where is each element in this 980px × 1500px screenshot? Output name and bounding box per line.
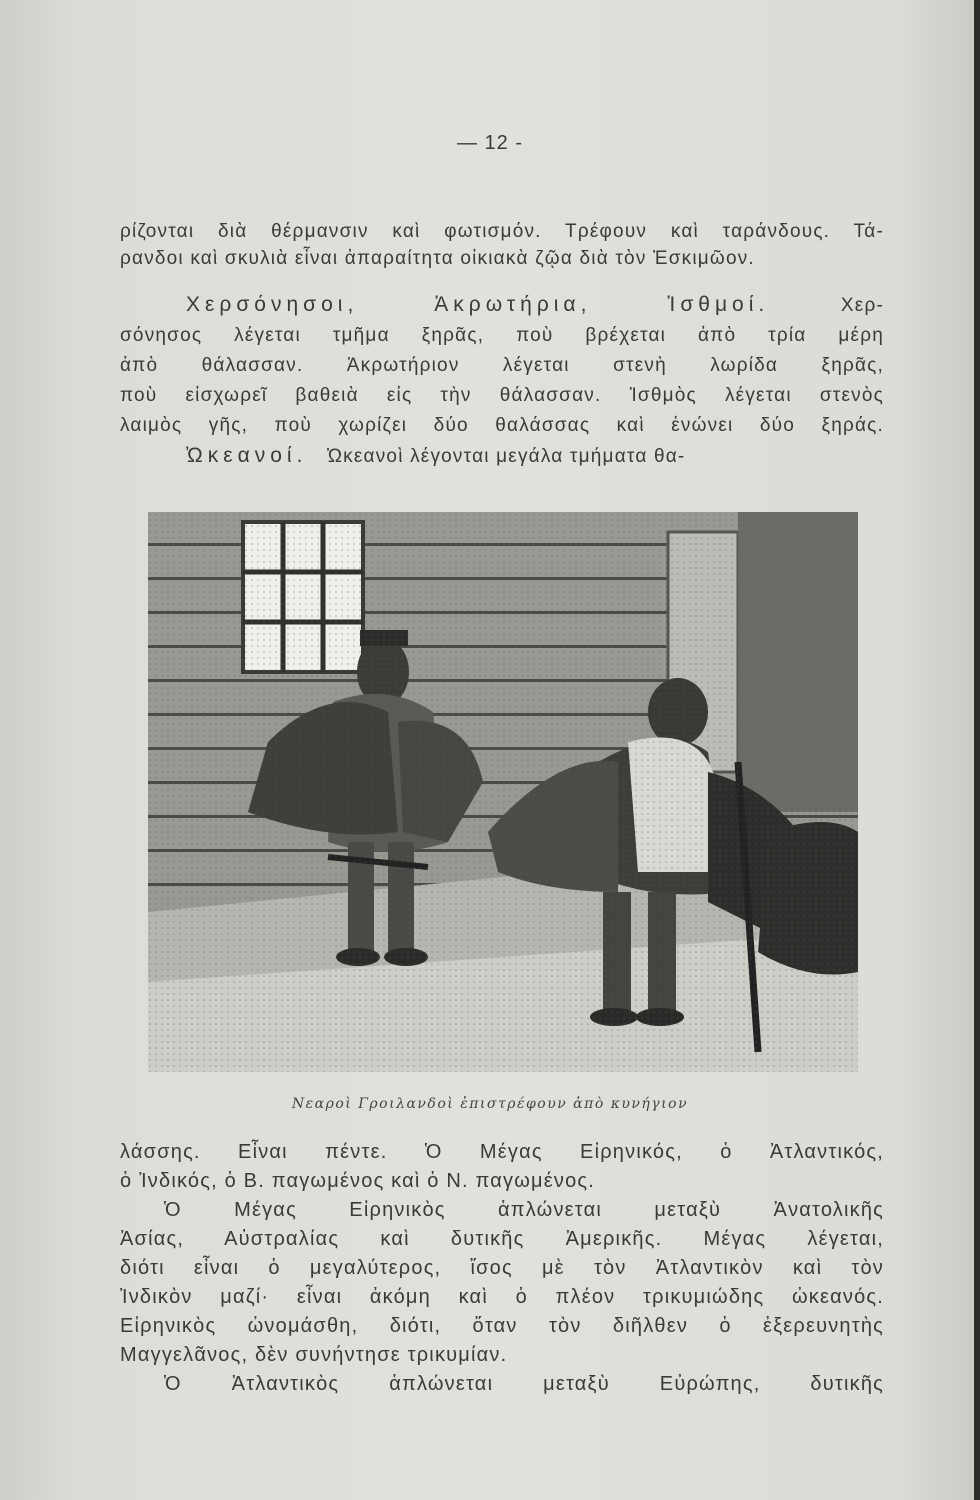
- section-heading-oceans: Ὠκεανοί.: [186, 444, 308, 467]
- photograph-greenland-hunters: [148, 512, 858, 1072]
- text-line: λάσσης. Εἶναι πέντε. Ὁ Μέγας Εἰρηνικός, ὁ Ἀτλαντικός,: [120, 1141, 884, 1163]
- section-heading-line: [120, 441, 884, 472]
- text-line: σόνησος λέγεται τμῆμα ξηρᾶς, ποὺ βρέχεται ἀπὸ τρία μέρη: [120, 325, 884, 346]
- text-line: ρανδοι καὶ σκυλιὰ εἶναι ἀπαραίτητα οἰκιακὰ ζῷα διὰ τὸν Ἐσκιμῶον.: [120, 248, 755, 269]
- text-line: λαιμὸς γῆς, ποὺ χωρίζει δύο θαλάσσας καὶ ἑνώνει δύο ξηράς.: [120, 415, 884, 436]
- section-heading-peninsulas: Χερσόνησοι, Ἀκρωτήρια, Ἰσθμοί.: [186, 293, 770, 316]
- text-line: Μαγγελᾶνος, δὲν συνήντησε τρικυμίαν.: [120, 1344, 508, 1366]
- text-line: ὁ Ἰνδικός, ὁ Β. παγωμένος καὶ ὁ Ν. παγωμένος.: [120, 1170, 595, 1192]
- text-line: ποὺ εἰσχωρεῖ βαθειὰ εἰς τὴν θάλασσαν. Ἰσθμὸς λέγεται στενὸς: [120, 385, 884, 406]
- photo-caption: Νεαροὶ Γροιλανδοὶ ἐπιστρέφουν ἀπὸ κυνήγιον: [291, 1096, 689, 1112]
- text-line: Ὁ Ἀτλαντικὸς ἁπλώνεται μεταξὺ Εὐρώπης, δυτικῆς: [164, 1373, 884, 1395]
- text-line: ρίζονται διὰ θέρμανσιν καὶ φωτισμόν. Τρέφουν καὶ ταράνδους. Τά-: [120, 221, 884, 242]
- text-line: Ἰνδικὸν μαζί· εἶναι ἀκόμη καὶ ὁ πλέον τρικυμιώδης ὠκεανός.: [120, 1286, 884, 1308]
- section-heading-line: [120, 290, 884, 321]
- text-line: Ὁ Μέγας Εἰρηνικὸς ἁπλώνεται μεταξὺ Ἀνατολικῆς: [164, 1199, 884, 1221]
- section-peninsulas: [120, 290, 884, 472]
- text-line: Εἰρηνικὸς ὠνομάσθη, διότι, ὅταν τὸν διῆλθεν ὁ ἐξερευνητὴς: [120, 1315, 884, 1337]
- text-line: ἀπὸ θάλασσαν. Ἀκρωτήριον λέγεται στενὴ λωρίδα ξηρᾶς,: [120, 355, 884, 376]
- text-line: διότι εἶναι ὁ μεγαλύτερος, ἴσος μὲ τὸν Ἀτλαντικὸν καὶ τὸν: [120, 1257, 884, 1279]
- text-line-start: Χερ-: [840, 295, 884, 316]
- top-paragraph: [120, 218, 884, 272]
- bottom-paragraph: [120, 1138, 884, 1399]
- photo-illustration: [148, 512, 858, 1072]
- page-number: — 12 -: [456, 132, 524, 154]
- text-line: Ἀσίας, Αὐστραλίας καὶ δυτικῆς Ἀμερικῆς. Μέγας λέγεται,: [120, 1228, 884, 1250]
- text-line-start: Ὠκεανοὶ λέγονται μεγάλα τμήματα θα-: [326, 446, 686, 467]
- page-binding-edge: [974, 0, 980, 1500]
